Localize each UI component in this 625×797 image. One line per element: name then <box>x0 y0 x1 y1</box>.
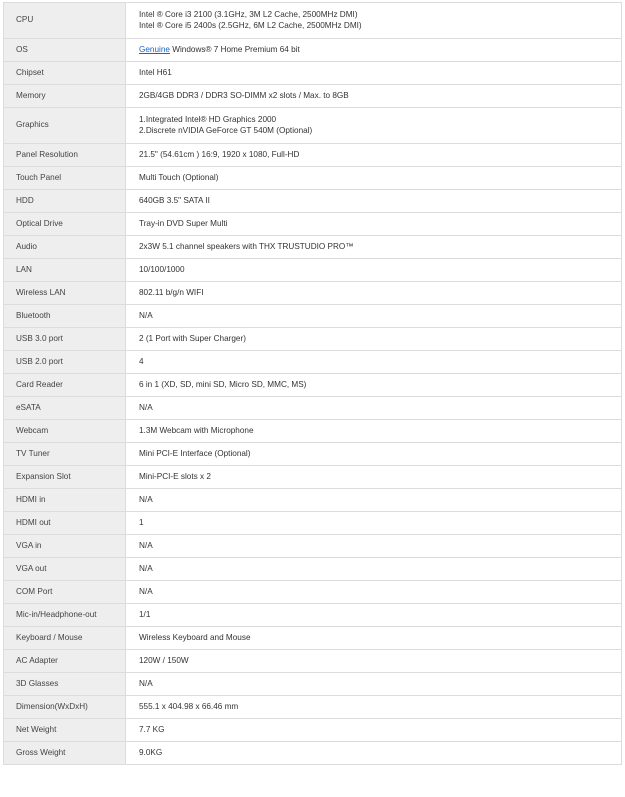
spec-row <box>4 328 622 351</box>
spec-value <box>126 259 622 282</box>
spec-label: Webcam <box>4 420 126 443</box>
spec-label: Wireless LAN <box>4 282 126 305</box>
spec-row <box>4 489 622 512</box>
spec-label: HDD <box>4 190 126 213</box>
spec-label: Panel Resolution <box>4 144 126 167</box>
spec-label: VGA out <box>4 558 126 581</box>
spec-label: Gross Weight <box>4 742 126 765</box>
spec-row <box>4 443 622 466</box>
spec-value-line: 1/1 <box>139 609 151 619</box>
spec-value-line: 1.Integrated Intel® HD Graphics 2000 <box>139 115 277 124</box>
spec-label: Graphics <box>4 108 126 144</box>
spec-label: 3D Glasses <box>4 673 126 696</box>
spec-value <box>126 85 622 108</box>
spec-table <box>3 2 622 765</box>
spec-value-line: N/A <box>139 402 153 412</box>
spec-row <box>4 305 622 328</box>
spec-value <box>126 719 622 742</box>
genuine-link[interactable]: Genuine <box>139 44 170 54</box>
spec-label: CPU <box>4 3 126 39</box>
spec-value <box>126 305 622 328</box>
spec-value <box>126 673 622 696</box>
spec-value-line: 6 in 1 (XD, SD, mini SD, Micro SD, MMC, MS) <box>139 379 307 389</box>
spec-value <box>126 108 622 144</box>
spec-label: AC Adapter <box>4 650 126 673</box>
spec-value-line: N/A <box>139 563 153 573</box>
spec-value-line: Wireless Keyboard and Mouse <box>139 632 251 642</box>
spec-table-body <box>4 3 622 765</box>
spec-value-line: 1.3M Webcam with Microphone <box>139 425 254 435</box>
spec-row <box>4 604 622 627</box>
spec-row <box>4 696 622 719</box>
spec-value <box>126 512 622 535</box>
spec-label: Keyboard / Mouse <box>4 627 126 650</box>
spec-row <box>4 558 622 581</box>
spec-label: HDMI out <box>4 512 126 535</box>
spec-label: Expansion Slot <box>4 466 126 489</box>
spec-value <box>126 167 622 190</box>
spec-value-line: Intel ® Core i3 2100 (3.1GHz, 3M L2 Cache, 2500MHz DMI) <box>139 10 358 19</box>
spec-label: TV Tuner <box>4 443 126 466</box>
spec-value <box>126 742 622 765</box>
spec-label: Chipset <box>4 62 126 85</box>
spec-value-line: Mini-PCI-E slots x 2 <box>139 471 211 481</box>
spec-row <box>4 108 622 144</box>
spec-value <box>126 558 622 581</box>
spec-value <box>126 489 622 512</box>
spec-value <box>126 282 622 305</box>
spec-value-line: N/A <box>139 586 153 596</box>
spec-row <box>4 466 622 489</box>
spec-value <box>126 3 622 39</box>
spec-value-line: Intel H61 <box>139 67 172 77</box>
spec-label: Audio <box>4 236 126 259</box>
spec-value <box>126 236 622 259</box>
spec-row <box>4 650 622 673</box>
spec-row <box>4 259 622 282</box>
spec-row <box>4 535 622 558</box>
spec-value-line: 640GB 3.5" SATA II <box>139 195 210 205</box>
spec-value-line: 120W / 150W <box>139 655 189 665</box>
spec-label: Mic-in/Headphone-out <box>4 604 126 627</box>
spec-row <box>4 742 622 765</box>
spec-row <box>4 420 622 443</box>
spec-row <box>4 167 622 190</box>
spec-row <box>4 85 622 108</box>
spec-row <box>4 39 622 62</box>
spec-row <box>4 190 622 213</box>
spec-row <box>4 213 622 236</box>
spec-row <box>4 581 622 604</box>
spec-value <box>126 627 622 650</box>
spec-value-line: 2GB/4GB DDR3 / DDR3 SO-DIMM x2 slots / Max. to 8GB <box>139 90 349 100</box>
spec-value-line: 2x3W 5.1 channel speakers with THX TRUSTUDIO PRO™ <box>139 241 354 251</box>
spec-table-container <box>3 2 622 765</box>
spec-value-line: Intel ® Core i5 2400s (2.5GHz, 6M L2 Cache, 2500MHz DMI) <box>139 20 362 30</box>
spec-label: COM Port <box>4 581 126 604</box>
spec-label: Dimension(WxDxH) <box>4 696 126 719</box>
spec-value <box>126 62 622 85</box>
spec-label: VGA in <box>4 535 126 558</box>
spec-value-line: Tray-in DVD Super Multi <box>139 218 228 228</box>
spec-value-line: Mini PCI-E Interface (Optional) <box>139 448 251 458</box>
spec-value-line: 9.0KG <box>139 747 163 757</box>
spec-value <box>126 581 622 604</box>
spec-value-line: N/A <box>139 678 153 688</box>
spec-value <box>126 213 622 236</box>
spec-value <box>126 466 622 489</box>
spec-value-line: 1 <box>139 517 144 527</box>
spec-label: Touch Panel <box>4 167 126 190</box>
spec-value <box>126 351 622 374</box>
spec-value <box>126 535 622 558</box>
spec-value-line: Multi Touch (Optional) <box>139 172 219 182</box>
spec-label: HDMI in <box>4 489 126 512</box>
spec-value <box>126 696 622 719</box>
spec-value-line: N/A <box>139 540 153 550</box>
spec-value-line: N/A <box>139 494 153 504</box>
spec-label: USB 3.0 port <box>4 328 126 351</box>
spec-row <box>4 719 622 742</box>
spec-label: eSATA <box>4 397 126 420</box>
spec-label: Net Weight <box>4 719 126 742</box>
spec-row <box>4 62 622 85</box>
spec-value-text: Windows® 7 Home Premium 64 bit <box>169 44 300 54</box>
spec-value-line: N/A <box>139 310 153 320</box>
spec-value-line: 802.11 b/g/n WIFI <box>139 287 204 297</box>
spec-row <box>4 627 622 650</box>
spec-row <box>4 673 622 696</box>
spec-value <box>126 190 622 213</box>
spec-value <box>126 397 622 420</box>
spec-row <box>4 282 622 305</box>
spec-row <box>4 512 622 535</box>
spec-value-line: 7.7 KG <box>139 724 165 734</box>
spec-value <box>126 443 622 466</box>
spec-row <box>4 397 622 420</box>
spec-label: Card Reader <box>4 374 126 397</box>
spec-label: Optical Drive <box>4 213 126 236</box>
spec-value <box>126 39 622 62</box>
spec-row <box>4 3 622 39</box>
spec-value <box>126 420 622 443</box>
spec-row <box>4 374 622 397</box>
spec-label: Bluetooth <box>4 305 126 328</box>
spec-value-line: 555.1 x 404.98 x 66.46 mm <box>139 701 239 711</box>
spec-value-line: 2 (1 Port with Super Charger) <box>139 333 246 343</box>
spec-value-line: 10/100/1000 <box>139 264 185 274</box>
spec-label: OS <box>4 39 126 62</box>
spec-value <box>126 374 622 397</box>
spec-value-line: 2.Discrete nVIDIA GeForce GT 540M (Optional) <box>139 125 313 135</box>
spec-value <box>126 328 622 351</box>
spec-value-line: 4 <box>139 356 144 366</box>
spec-row <box>4 144 622 167</box>
spec-value <box>126 604 622 627</box>
spec-value-line: 21.5" (54.61cm ) 16:9, 1920 x 1080, Full-HD <box>139 149 300 159</box>
spec-value <box>126 650 622 673</box>
spec-label: Memory <box>4 85 126 108</box>
spec-value <box>126 144 622 167</box>
spec-label: USB 2.0 port <box>4 351 126 374</box>
spec-row <box>4 351 622 374</box>
spec-row <box>4 236 622 259</box>
spec-label: LAN <box>4 259 126 282</box>
